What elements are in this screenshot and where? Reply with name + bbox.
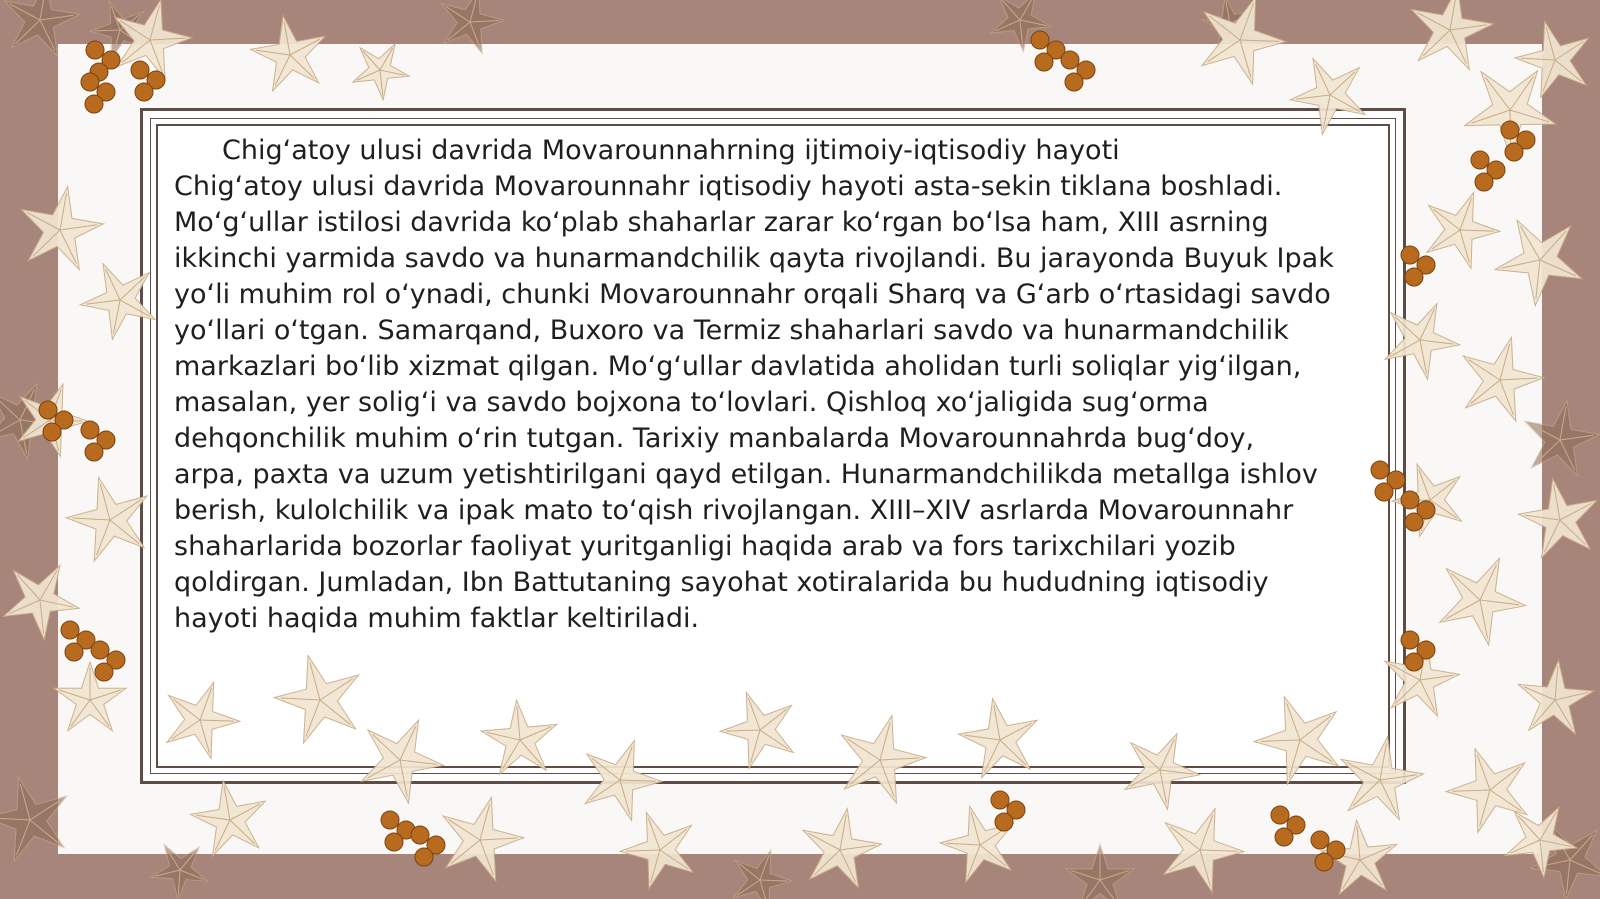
maple-leaf-icon [432, 0, 510, 57]
maple-leaf-icon [1517, 806, 1600, 899]
maple-leaf-icon [1517, 394, 1600, 478]
body-line: dehqonchilik muhim o‘rin tutgan. Tarixiy manbalarda Movarounnahrda bug‘doy, [174, 423, 1255, 454]
document-title: Chig‘atoy ulusi davrida Movarounnahrning ijtimoiy-iqtisodiy hayoti [222, 135, 1120, 166]
body-line: yo‘li muhim rol o‘ynadi, chunki Movarounnahr orqali Sharq va G‘arb o‘rtasidagi savdo [174, 279, 1331, 310]
body-line: arpa, paxta va uzum yetishtirilgani qayd etilgan. Hunarmandchilikda metallga ishlov [174, 459, 1318, 490]
maple-leaf-icon [0, 368, 71, 466]
body-line: ikkinchi yarmida savdo va hunarmandchilik qayta rivojlandi. Bu jarayonda Buyuk Ipak [174, 243, 1334, 274]
maple-leaf-icon [981, 0, 1063, 58]
body-line: markazlari bo‘lib xizmat qilgan. Mo‘g‘ullar davlatida aholidan turli soliqlar yig‘ilgan, [174, 351, 1302, 382]
maple-leaf-icon [0, 0, 84, 59]
document-body [174, 169, 1384, 637]
body-line: Chig‘atoy ulusi davrida Movarounnahr iqtisodiy hayoti asta-sekin tiklana boshladi. [174, 171, 1283, 202]
maple-leaf-icon [1199, 0, 1260, 51]
maple-leaf-icon [83, 0, 155, 63]
maple-leaf-icon [1066, 844, 1134, 899]
body-line: hayoti haqida muhim faktlar keltiriladi. [174, 603, 700, 634]
maple-leaf-icon [143, 829, 222, 899]
text-block [174, 133, 1384, 637]
body-line: yo‘llari o‘tgan. Samarqand, Buxoro va Termiz shaharlari savdo va hunarmandchilik [174, 315, 1289, 346]
body-line: Mo‘g‘ullar istilosi davrida ko‘plab shaharlar zarar ko‘rgan bo‘lsa ham, XIII asrning [174, 207, 1269, 238]
maple-leaf-icon [0, 767, 80, 866]
body-line: berish, kulolchilik va ipak mato to‘qish rivojlangan. XIII–XIV asrlarda Movarounnahr [174, 495, 1294, 526]
maple-leaf-icon [723, 840, 800, 899]
body-line: qoldirgan. Jumladan, Ibn Battutaning sayohat xotiralarida bu hududning iqtisodiy [174, 567, 1269, 598]
body-line: shaharlarida bozorlar faoliyat yuritganligi haqida arab va fors tarixchilari yozib [174, 531, 1236, 562]
body-line: masalan, yer solig‘i va savdo bojxona to‘lovlari. Qishloq xo‘jaligida sug‘orma [174, 387, 1209, 418]
